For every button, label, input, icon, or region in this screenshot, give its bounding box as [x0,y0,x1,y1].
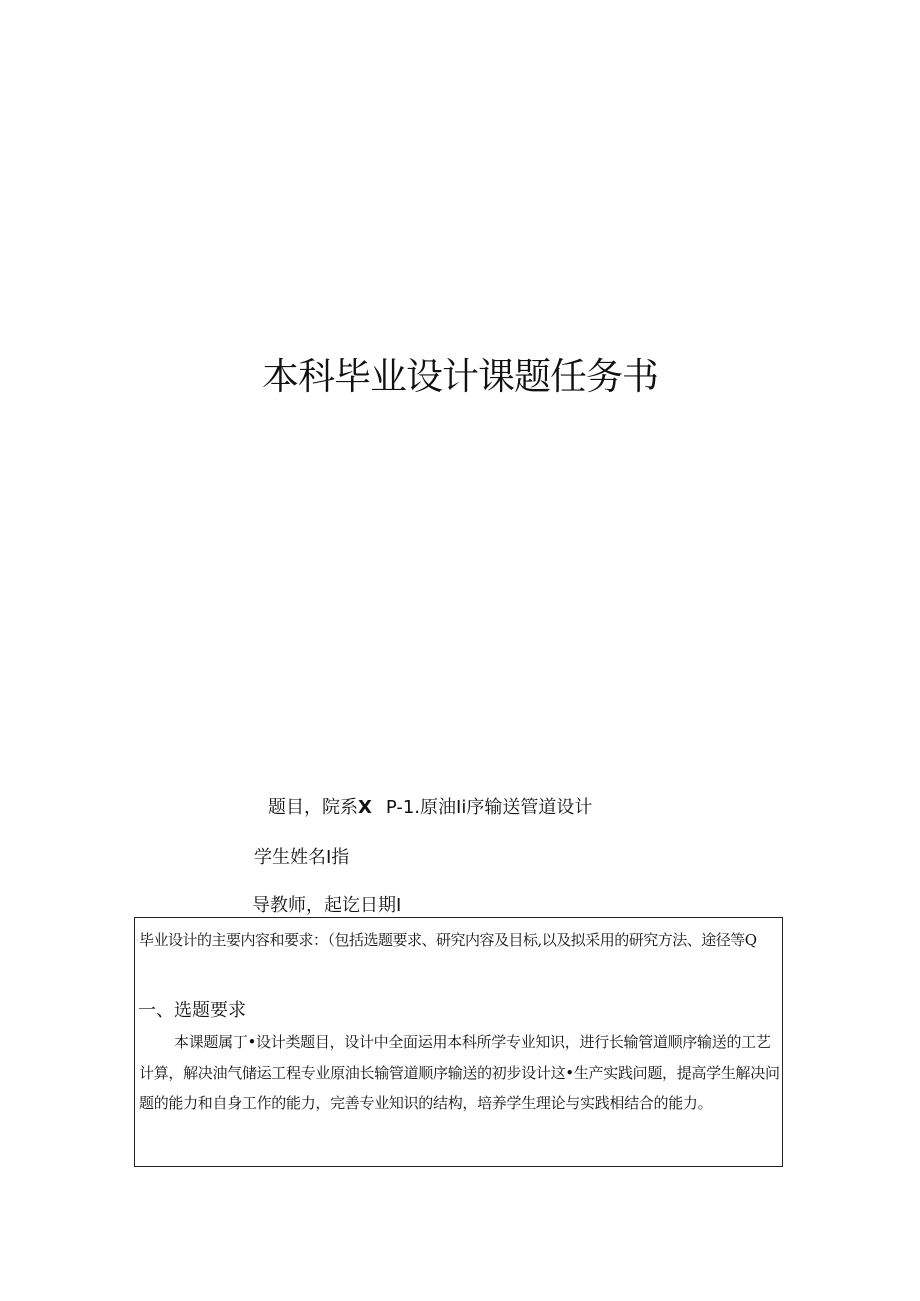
student-name-line: 学生姓名I指 [254,847,350,868]
topic-department-line [268,793,592,819]
section-heading: 一、选题要求 [138,1000,246,1021]
requirements-heading: 毕业设计的主要内容和要求：（包括选题要求、研究内容及目标,以及拟采用的研究方法、途径等Q [139,931,757,949]
department-value: X [358,797,372,818]
topic-department-label: 题目，院系 [268,797,358,818]
document-title: 本科毕业设计课题任务书 [262,355,658,398]
topic-value [386,797,592,818]
content-requirements-box [134,917,783,1167]
topic-requirements-paragraph: 本课题属丁•设计类题目，设计中全面运用本科所学专业知识，进行长输管道顺序输送的工艺计算，解决油气储运工程专业原油长输管道顺序输送的初步设计这•生产实践问题，提高学生解决问题的能力和自身工作的能力，完善专业知识的结构，培养学生理论与实践相结合的能力。 [139,1033,780,1112]
topic-text: P-1.原油Ii序输送管道设计 [385,797,593,818]
advisor-dates-line: 导教师，起讫日期I [252,895,402,916]
